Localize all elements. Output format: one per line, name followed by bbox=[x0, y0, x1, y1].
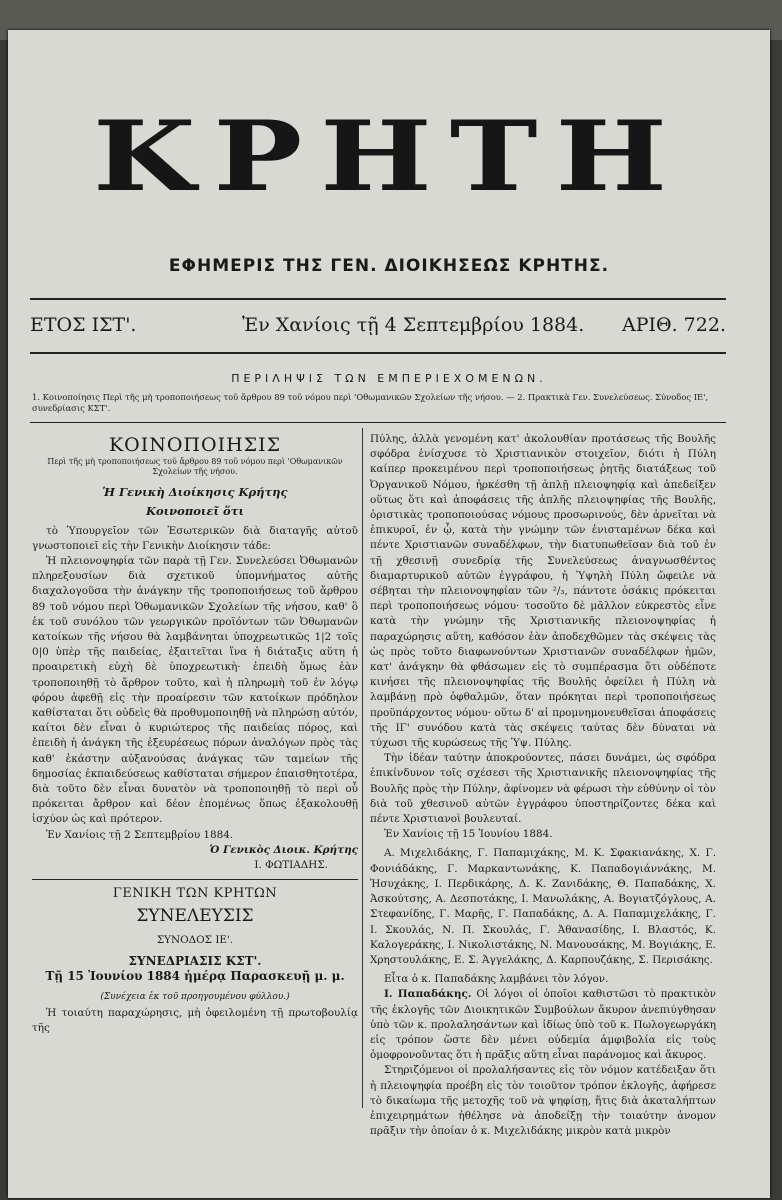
notice-signature-title: Ὁ Γενικὸς Διοικ. Κρήτης bbox=[209, 843, 358, 856]
masthead-title: ΚΡΗΤΗ bbox=[92, 98, 686, 213]
year-label: ΕΤΟΣ ΙΣΤ'. bbox=[30, 314, 137, 336]
notice-announce: Κοινοποιεῖ ὅτι bbox=[145, 504, 245, 519]
continuation-note: (Συνέχεια ἐκ τοῦ προηγουμένου φύλλου.) bbox=[100, 992, 290, 1003]
speech-paragraph bbox=[370, 987, 716, 1063]
assembly-session: ΣΥΝΕΔΡΙΑΣΙΣ ΚΣΤ'. bbox=[128, 953, 262, 968]
assembly-synod: ΣΥΝΟΔΟΣ ΙΕ'. bbox=[156, 933, 234, 946]
assembly-heading-1: ΓΕΝΙΚΗ ΤΩΝ ΚΡΗΤΩΝ bbox=[112, 886, 278, 902]
assembly-paragraph-1: Ἡ τοιαύτη παραχώρησις, μὴ ὀφειλομένη τῇ πρωτοβουλίᾳ τῆς bbox=[32, 1006, 358, 1034]
section-rule bbox=[32, 879, 358, 880]
notice-date: Ἐν Χανίοις τῇ 2 Σεπτεμβρίου 1884. bbox=[46, 828, 234, 841]
masthead-subtitle: ΕΦΗΜΕΡΙΣ ΤΗΣ ΓΕΝ. ΔΙΟΙΚΗΣΕΩΣ ΚΡΗΤΗΣ. bbox=[168, 256, 610, 276]
place-date: Ἐν Χανίοις τῇ 4 Σεπτεμβρίου 1884. bbox=[242, 314, 585, 336]
left-column bbox=[32, 432, 358, 1036]
newspaper-page bbox=[8, 30, 770, 1198]
assembly-heading-2: ΣΥΝΕΛΕΥΣΙΣ bbox=[136, 906, 254, 927]
speaker-name: Ι. Παπαδάκης. bbox=[384, 988, 472, 1001]
right-paragraph-5: Στηριζόμενοι οἱ προλαλήσαντες εἰς τὸν νόμον κατέδειξαν ὅτι ἡ πλειοψηφία προέβη εἰς τὸν τοιοῦτον τρόπον ἐκλογῆς, ἀφήρεσε τὸ δικαίωμα τῆς μετοχῆς τοῦ νὰ ψηφίσῃ, ἥτις διὰ ἀκαταλήπτων ἐπιχειρημάτων ἠθέλησε νὰ ἀποδείξῃ τὴν τοιαύτην ἀνομον πρᾶξιν τὴν ὁποίαν ὁ κ. Μιχελιδάκης μικρὸν κατὰ μικρὸν bbox=[370, 1064, 716, 1138]
column-divider bbox=[362, 428, 363, 1108]
summary-rule bbox=[30, 422, 726, 423]
dateline bbox=[30, 314, 726, 342]
summary-title: ΠΕΡΙΛΗΨΙΣ ΤΩΝ ΕΜΠΕΡΙΕΧΟΜΕΝΩΝ. bbox=[231, 372, 547, 385]
notice-paragraph-1: τὸ Ὑπουργεῖον τῶν Ἐσωτερικῶν διὰ διαταγῆς αὐτοῦ γνωστοποιεῖ εἰς τὴν Γενικὴν Διοίκησιν τάδε: bbox=[32, 524, 358, 552]
summary-text: 1. Κοινοποίησις Περὶ τῆς μὴ τροποποιήσεως τοῦ ἄρθρου 89 τοῦ νόμου περὶ 'Οθωμανικῶν Σχολείων τῆς νήσου. — 2. Πρακτικὰ Γεν. Συνελεύσεως. Σύνοδος ΙΕ', συνεδρίασις ΚΣΤ'. bbox=[32, 392, 709, 413]
assembly-date: Τῇ 15 Ἰουνίου 1884 ἡμέρᾳ Παρασκευῇ μ. μ. bbox=[45, 969, 345, 984]
right-paragraph-2: Τὴν ἰδέαν ταύτην ἀποκρούοντες, πάσει δυνάμει, ὡς σφόδρα ἐπικίνδυνον τοῖς σχέσεσι τῆς Χριστιανικῆς πλειονοψηφίας τῆς Βουλῆς πρὸς τὴν Πύλην, ἀφίνομεν νὰ φέρωσι τὴν εὐθύνην οἱ τὸν διὰ τοῦ χθεσινοῦ αὐτῶν ἐγγράφου ὑποστηρίζοντες δέκα καὶ πέντε Χριστιανοὶ βουλευταί. bbox=[370, 752, 716, 826]
notice-paragraph-2: Ἡ πλειονοψηφία τῶν παρὰ τῇ Γεν. Συνελεύσει Ὀθωμανῶν πληρεξουσίων διὰ σχετικοῦ ὑπομνήματος αὐτῆς διαχαλογοῦσα τὴν ἀνάγκην τῆς τροποποιήσεως τοῦ ἄρθρου 89 τοῦ νόμου περὶ Ὀθωμανικῶν Σχολείων τῆς νήσου, καθ' ὃ ἐκ τοῦ συνόλου τῶν γεωργικῶν προϊόντων τῶν Ὀθωμανῶν κατοίκων τῆς νήσου θὰ λαμβάνηται ὑποχρεωτικῶς 1|2 τοῖς 0|0 ὑπὲρ τῆς παιδείας, ἐξαιτεῖται ἵνα ἡ διάταξις αὕτη ἡ προαιρετικὴ εὐχὴ δὲ ὑποχρεωτικὴ· ἐπειδὴ ὅμως ἐὰν τροποποιηθῇ τὸ ἄρθρον τοῦτο, καὶ ἡ πληρωμὴ τοῦ ἐν λόγῳ φόρου ἀφεθῇ εἰς τὴν προαίρεσιν τῶν κατοίκων πρόδηλον καθίσταται ὅτι οὐδεὶς θὰ προθυμοποιηθῇ νὰ πληρώσῃ αὐτόν, καίτοι δὲν εἶναι ὁ κυριώτερος τῆς παιδείας πόρος, καὶ ἐπειδὴ ἡ ἀνάγκη τῆς ἐξευρέσεως πόρων ἀναλόγων πρὸς τὰς καθ' ἑκάστην αὐξανούσας ἀνάγκας τῶν ταμείων τῆς δημοσίας ἐκπαιδεύσεως καθίσταται σήμερον ἐπαισθητοτέρα, διὰ τοῦτο δὲν εἶναι δυνατὸν νὰ τροποποιηθῇ τὸ περὶ οὗ πρόκειται ἄρθρον καὶ δέον ἑπομένως ὅπως ἐξακολουθῇ ἰσχύον ὡς καὶ πρότερον. bbox=[32, 555, 358, 826]
right-paragraph-3: Εἶτα ὁ κ. Παπαδάκης λαμβάνει τὸν λόγον. bbox=[384, 973, 609, 986]
signatories-list: Α. Μιχελιδάκης, Γ. Παπαμιχάκης, Μ. Κ. Σφακιανάκης, Χ. Γ. Φονιάδάκης, Γ. Μαρκαντωνάκης, Κ. Παπαδογιάννάκης, Μ. Ἠσυχάκης, Ι. Περδικάρης, Δ. Κ. Ζανιδάκης, Θ. Παπαδάκης, Χ. Ἀσκούτσης, Α. Δεσποτάκης, Ι. Μανωλάκης, Α. Βογιατζόγλους, Α. Στεφανίδης, Γ. Μαρῆς, Γ. Παπαδάκης, Δ. Α. Παπαμιχελάκης, Γ. Ι. Σκουλάς, Ν. Π. Σκουλάς, Γ. Ἀθανασίδης, Ι. Βλαστός, Κ. Καλογεράκης, Ι. Νικολιστάκης, Ν. Μανουσάκης, Μ. Βογιάκης, Ε. Χρηστουλάκης, Ε. Σ. Ἀγγελάκης, Δ. Καρπουζάκης, Σ. Περισάκης. bbox=[370, 847, 716, 966]
right-column bbox=[370, 432, 716, 1139]
notice-authority: Ἡ Γενικὴ Διοίκησις Κρήτης bbox=[102, 485, 288, 500]
speech-text: Οἱ λόγοι οἱ ὁποῖοι καθιστῶσι τὸ πρακτικὸν τῆς ἐκλογῆς τῶν Διοικητικῶν Συμβούλων ἄκυρον ἀνεπιύγθησαν ὑπὸ τῶν κ. προλαλησάντων καὶ ἰδίως ὑπὸ τοῦ κ. Πωλογεωργάκη εἰς τρόπον ὥστε δὲν μένει οὐδεμία ἀμφιβολία εἰς τοὺς ὁμοφρονοῦντας ὅτι ἡ πρᾶξις αὕτη εἶναι παράνομος καὶ ἄκυρος. bbox=[370, 988, 716, 1062]
notice-signature-name: Ι. ΦΩΤΙΑΔΗΣ. bbox=[254, 859, 328, 872]
top-rule bbox=[30, 298, 726, 300]
notice-subheading: Περὶ τῆς μὴ τροποποιήσεως τοῦ ἄρθρου 89 τοῦ νόμου περὶ 'Οθωμανικῶν Σχολείων τῆς νήσου. bbox=[47, 457, 343, 477]
dateline-rule bbox=[30, 352, 726, 354]
right-paragraph-1: Πύλης, ἀλλὰ γενομένη κατ' ἀκολουθίαν προτάσεως τῆς Βουλῆς σφόδρα ἐνίσχυσε τὸ Χριστιανικὸν στοιχεῖον, διότι ἡ Πύλη καίπερ προκειμένου περὶ τροποποιήσεως ῥητῆς διατάξεως τοῦ Ὀργανικοῦ Νόμου, ἠρκέσθη τῇ ἁπλῇ πλειοψηφίᾳ καὶ ἀπεδείξεν οὕτως ὅτι καὶ ἀποφάσεις τῆς ἁπλῆς πλειοψηφίας τῆς Βουλῆς, ὁριστικὰς τροποποιούσας νόμους προσωρινούς, δὲν ἀρνεῖται νὰ ἐπικυροῖ, ἐν ᾧ, κατὰ τὴν γνώμην τῶν ἐνισταμένων δέκα καὶ πέντε Χριστιανῶν συναδέλφων, τὴν διατυπωθεῖσαν διὰ τοῦ ἐν τῇ χθεσινῇ συνεδρίᾳ τῆς Συνελεύσεως ἀναγνωσθέντος διαμαρτυρικοῦ αὐτῶν ἐγγράφου, ἡ Ὑψηλὴ Πύλη ὤφειλε νὰ σέβηται τὴν πλειονοψηφίαν τῶν ²/₃, πάντοτε ὁσάκις πρόκειται περὶ τροποποιήσεως νόμου· τοσοῦτο δὲ μᾶλλον εὐκρεστὸς εἶνε κατὰ τὴν γνώμην τῆς Χριστιανικῆς πλειονοψηφίας ἡ παραχώρησις αὕτη, καθόσον ἐὰν ἀποδεχθῶμεν τὰς σκέψεις τὰς ὡς πρὸς τοῦτο διαφωνούντων Χριστιανῶν συναδέλφων ἡμῶν, κατ' ἀνάγκην θὰ φθάσωμεν εἰς τὸ συμπέρασμα ὅτι οὐδέποτε κινήσει τῆς πλειονοψηφίας τῆς Βουλῆς ὀφείλει ἡ Πύλη νὰ λαμβάνῃ πρὸ ὀφθαλμῶν, ὅταν πρόκηται περὶ τροποποιήσεως προϋπάρχοντος νόμου· οὕτω δ' αἱ προμνημονευθεῖσαι ἀποφάσεις τῆς ΙΓ' συνόδου κατὰ τὰς σκέψεις ταύτας δὲν δύναται νὰ τύχωσι τῆς κυρώσεως τῆς Ὑψ. Πύλης. bbox=[370, 433, 716, 750]
issue-number: ΑΡΙΘ. 722. bbox=[622, 314, 726, 336]
right-date: Ἐν Χανίοις τῇ 15 Ἰουνίου 1884. bbox=[384, 828, 553, 841]
notice-heading: ΚΟΙΝΟΠΟΙΗΣΙΣ bbox=[108, 434, 282, 456]
